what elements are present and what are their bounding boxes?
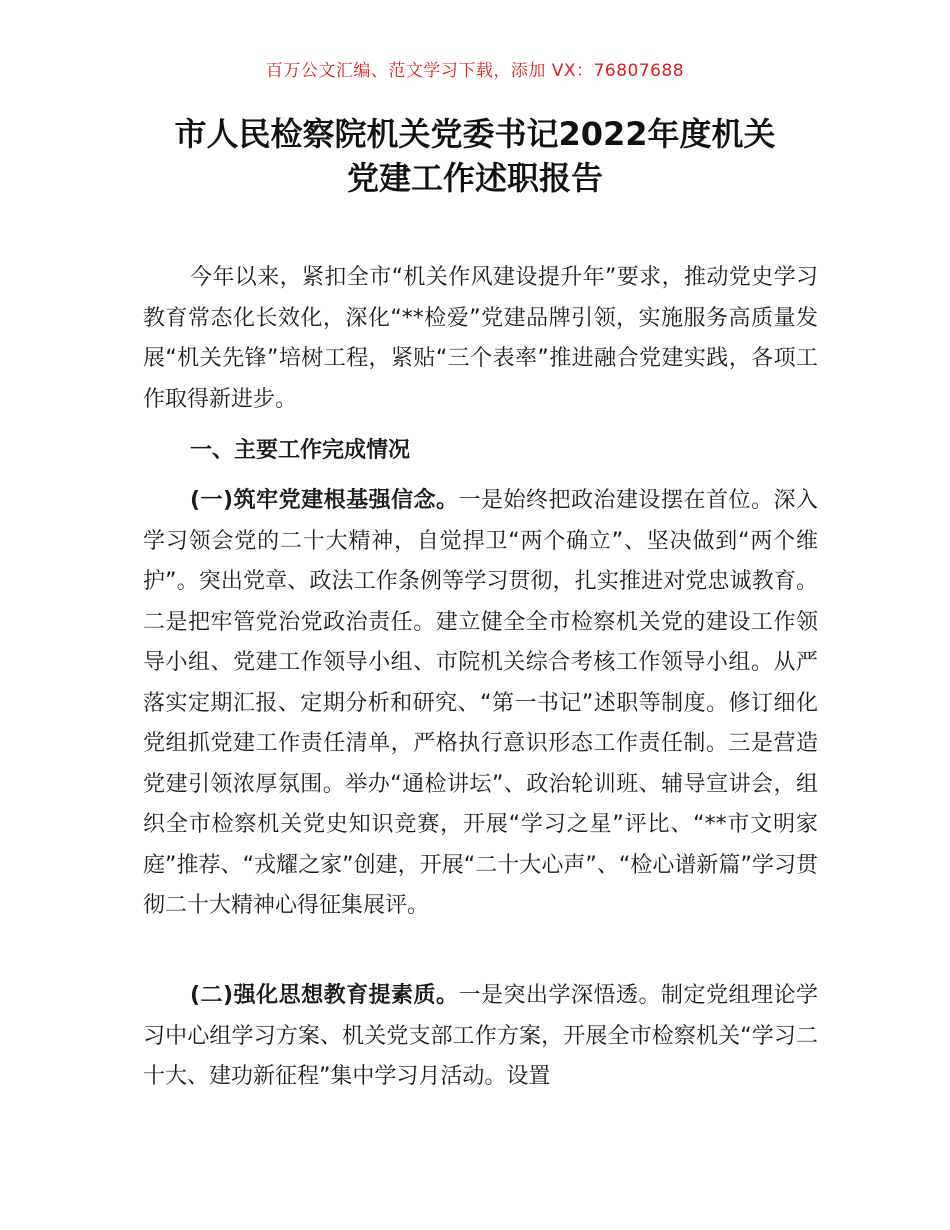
section2-lead: (二)强化思想教育提素质。 [190,983,459,1008]
title-line-1: 市人民检察院机关党委书记2022年度机关 [174,115,776,153]
section1-lead: (一)筑牢党建根基强信念。 [190,488,459,513]
document-title [100,112,850,200]
section2-paragraph [143,976,818,1098]
section1-paragraph [143,481,818,927]
section2-text: 一是突出学深悟透。制定党组理论学习中心组学习方案、机关党支部工作方案，开展全市检察机关“学习二十大、建功新征程”集中学习月活动。设置 [143,983,818,1089]
intro-paragraph: 今年以来，紧扣全市“机关作风建设提升年”要求，推动党史学习教育常态化长效化，深化“**检爱”党建品牌引领，实施服务高质量发展“机关先锋”培树工程，紧贴“三个表率”推进融合党建实践，各项工作取得新进步。 [143,265,818,412]
header-watermark-note: 百万公文汇编、范文学习下载，添加 VX：76807688 [265,61,685,81]
section-heading-1: 一、主要工作完成情况 [190,438,411,463]
section1-text: 一是始终把政治建设摆在首位。深入学习领会党的二十大精神，自觉捍卫“两个确立”、坚决做到“两个维护”。突出党章、政法工作条例等学习贯彻，扎实推进对党忠诚教育。二是把牢管党治党政治责任。建立健全全市检察机关党的建设工作领导小组、党建工作领导小组、市院机关综合考核工作领导小组。从严落实定期汇报、定期分析和研究、“第一书记”述职等制度。修订细化党组抓党建工作责任清单，严格执行意识形态工作责任制。三是营造党建引领浓厚氛围。举办“通检讲坛”、政治轮训班、辅导宣讲会，组织全市检察机关党史知识竞赛，开展“学习之星”评比、“**市文明家庭”推荐、“戎耀之家”创建，开展“二十大心声”、“检心谱新篇”学习贯彻二十大精神心得征集展评。 [143,488,818,918]
title-line-2: 党建工作述职报告 [346,159,603,197]
